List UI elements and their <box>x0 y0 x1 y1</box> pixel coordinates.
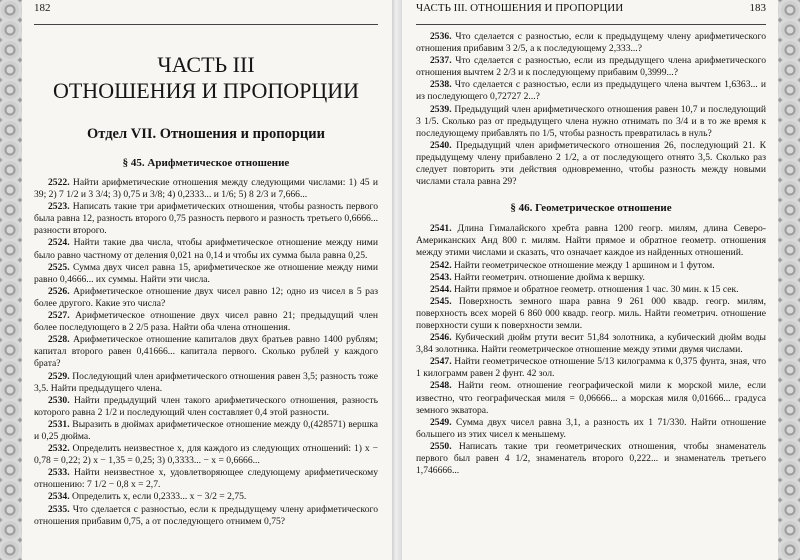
problem-item <box>416 296 766 332</box>
problem-number: 2541. <box>430 223 458 235</box>
problem-item <box>416 79 766 103</box>
problem-item <box>416 55 766 79</box>
problem-text: Кубический дюйм ртути весит 51,84 золотника, а кубический дюйм воды 3,84 золотника. Найти геометрическое отношение между этими двумя числами. <box>416 332 766 356</box>
problem-item <box>34 491 378 503</box>
problem-number: 2528. <box>48 334 74 346</box>
left-running-head <box>34 2 378 25</box>
problem-text: Сумма двух чисел равна 15, арифметическое же отношение между ними равно 0,4666... их суммы. Найти эти числа. <box>34 261 379 285</box>
problem-number: 2535. <box>48 503 73 515</box>
problem-item <box>416 31 766 55</box>
problem-number: 2531. <box>48 418 73 430</box>
problem-text: Определить x, если 0,2333... x − 3/2 = 2,75. <box>71 491 247 503</box>
problem-item <box>34 443 378 467</box>
problem-text: Что сделается с разностью, если из предыдущего члена арифметического отношения вычтем 2 2/3 и к последующему прибавим 0,3999...? <box>416 55 766 79</box>
problem-item <box>416 380 766 416</box>
part-label: ЧАСТЬ III <box>157 52 255 77</box>
problem-number: 2536. <box>430 31 456 42</box>
problem-number: 2539. <box>430 103 455 115</box>
problem-number: 2540. <box>430 139 457 151</box>
problem-number: 2523. <box>48 201 73 213</box>
problem-number: 2550. <box>430 440 459 452</box>
problem-text: Найти такие два числа, чтобы арифметическое отношение между ними было равно частному от деления 0,021 на 0,14 и чтобы их сумма была равна 0,25. <box>34 237 378 261</box>
problem-item <box>34 237 378 261</box>
problem-item <box>34 419 378 443</box>
section-heading-46: § 46. Геометрическое отношение <box>510 202 672 215</box>
problem-number: 2545. <box>430 295 459 307</box>
problem-number: 2537. <box>430 55 456 67</box>
part-title: ОТНОШЕНИЯ И ПРОПОРЦИИ <box>52 78 360 103</box>
problem-text: Написать такие три арифметических отношения, чтобы разность первого была равна 12, разность второго 0,75 разность первого и разность третьего 0,6666... разности второго. <box>34 201 379 237</box>
problem-item <box>34 371 378 395</box>
problem-number: 2525. <box>48 261 73 273</box>
problem-item <box>34 395 378 419</box>
problem-text: Что сделается с разностью, если из предыдущего члена вычтем 1,6363... и из последующего 0,72727 2...? <box>416 79 766 103</box>
problem-number: 2548. <box>430 380 458 392</box>
problem-number: 2543. <box>430 271 454 283</box>
problem-number: 2534. <box>48 491 72 503</box>
problem-number: 2524. <box>48 237 74 249</box>
problem-number: 2522. <box>48 177 73 188</box>
problem-text: Последующий член арифметического отношения равен 3,5; разность тоже 3,5. Найти предыдущего члена. <box>34 370 379 394</box>
problem-item <box>416 104 766 140</box>
problem-number: 2544. <box>430 283 454 295</box>
problem-item <box>34 467 378 491</box>
running-head-title: ЧАСТЬ III. ОТНОШЕНИЯ И ПРОПОРЦИИ <box>416 2 624 14</box>
problem-text: Сумма двух чисел равна 3,1, а разность их 1 71/330. Найти отношение большего из этих чисел к меньшему. <box>416 416 766 440</box>
problem-number: 2546. <box>430 332 456 344</box>
problem-item <box>416 223 766 259</box>
problem-number: 2533. <box>48 467 75 479</box>
problem-text: Предыдущий член арифметического отношения равен 10,7 и последующий 3 1/5. Сколько раз от предыдущего члена нужно отнимать по 3/4 и в то же время к последующему прибавлять по 1/5, чтобы разность превратилась в нуль? <box>416 103 767 139</box>
problem-text: Длина Гималайского хребта равна 1200 геогр. милям, длина Северо-Американских Анд 800 г. милям. Найти прямое и обратное геометр. отношения между этими числами и сказать, что означает каждое из найденных отношений. <box>416 223 767 259</box>
problem-item <box>34 262 378 286</box>
problem-text: Найти геометрич. отношение дюйма к вершку. <box>453 271 645 283</box>
problem-text: Выразить в дюймах арифметическое отношение между 0,(428571) вершка и 0,25 дюйма. <box>34 418 379 442</box>
problem-item <box>416 417 766 441</box>
problem-number: 2549. <box>430 416 457 428</box>
problem-text: Найти геометрическое отношение между 1 аршином и 1 футом. <box>453 259 715 271</box>
problem-item <box>416 272 766 284</box>
problem-text: Предыдущий член арифметического отношения 26, последующий 21. К предыдущему члену прибавлено 2 1/2, а от последующего отнято 3,5. Сколько раз следует повторить эти действия одновременно, чтобы разность между новыми числами стала равна 29? <box>416 139 766 188</box>
department-heading: Отдел VII. Отношения и пропорции <box>87 126 325 142</box>
problem-item <box>416 332 766 356</box>
problem-text: Найти геометрическое отношение 5/13 килограмма к 0,375 фунта, зная, что 1 килограмм равен 2 фунт. 42 зол. <box>416 356 766 380</box>
problem-item <box>34 201 378 237</box>
problem-number: 2538. <box>430 79 455 91</box>
right-problem-list-top <box>416 31 766 188</box>
right-page <box>402 0 778 560</box>
right-page-number: 183 <box>749 2 766 14</box>
problem-item <box>416 284 766 296</box>
left-page <box>22 0 392 560</box>
problem-item <box>34 177 378 201</box>
problem-text: Арифметическое отношение двух чисел равно 12; одно из чисел в 5 раз более другого. Какие это числа? <box>34 285 379 309</box>
problem-text: Что сделается с разностью, если к предыдущему члену арифметического отношения прибавим 0,75, а от последующего отнимем 0,75? <box>34 503 378 527</box>
problem-item <box>34 504 378 528</box>
problem-text: Арифметическое отношение капиталов двух братьев равно 1400 рублям; капитал второго равен 0,41666... капитала первого. Сколько рублей у каждого брата? <box>34 334 378 370</box>
problem-item <box>34 286 378 310</box>
problem-text: Что сделается с разностью, если к предыдущему члену арифметического отношения прибавим 3 2/5, а к последующему 2,333...? <box>416 31 767 55</box>
problem-number: 2532. <box>48 443 73 455</box>
problem-number: 2542. <box>430 259 454 271</box>
left-page-number: 182 <box>34 2 51 14</box>
problem-item <box>416 260 766 272</box>
problem-text: Найти неизвестное x, удовлетворяющее следующему арифметическому отношению: 7 1/2 − 0,8 x = 2,7. <box>34 467 378 491</box>
problem-item <box>34 310 378 334</box>
problem-number: 2527. <box>48 310 76 322</box>
left-problem-list <box>34 177 378 528</box>
problem-text: Найти предыдущий член такого арифметического отношения, разность которого равна 2 1/2 и последующий член составляет 0,4 этой разности. <box>34 394 379 418</box>
problem-number: 2526. <box>48 285 74 297</box>
book-spine <box>392 0 402 560</box>
problem-number: 2529. <box>48 370 73 382</box>
right-running-head <box>416 2 766 25</box>
problem-number: 2547. <box>430 356 455 368</box>
problem-text: Определить неизвестное x, для каждого из следующих отношений: 1) x − 0,78 = 0,22; 2) x − 1,35 = 0,25; 3) 0,3333... − x = 0,6666... <box>34 443 378 467</box>
problem-item <box>34 334 378 370</box>
problem-number: 2530. <box>48 394 74 406</box>
problem-text: Арифметическое отношение двух чисел равно 21; предыдущий член более последующего в 2 2/5 раза. Найти оба члена отношения. <box>34 310 379 334</box>
section-heading-45: § 45. Арифметическое отношение <box>122 157 290 169</box>
problem-item <box>416 356 766 380</box>
problem-text: Написать такие три геометрических отношения, чтобы знаменатель первого был равен 4 1/2, знаменатель второго 0,222... и знаменатель третьего 1,746666... <box>416 440 767 477</box>
problem-item <box>416 441 766 477</box>
problem-text: Найти прямое и обратное геометр. отношения 1 час. 30 мин. к 15 сек. <box>453 283 739 295</box>
problem-text: Поверхность земного шара равна 9 261 000 квадр. геогр. милям, поверхность всех морей 6 860 000 квадр. геогр. миль. Найти геометрич. отношение поверхности суши к поверхности земли. <box>416 295 767 331</box>
right-problem-list-bottom <box>416 223 766 477</box>
problem-text: Найти геом. отношение географической мили к морской миле, если известно, что географическая миля = 0,06666... а морская миля 0,01666... градуса земного экватора. <box>416 380 767 416</box>
problem-item <box>416 140 766 188</box>
problem-text: Найти арифметические отношения между следующими числами: 1) 45 и 39; 2) 7 1/2 и 3 3/4; 3) 0,75 и 3/8; 4) 0,2333... и 1/6; 5) 8 2/3 и 7,666... <box>34 177 379 201</box>
